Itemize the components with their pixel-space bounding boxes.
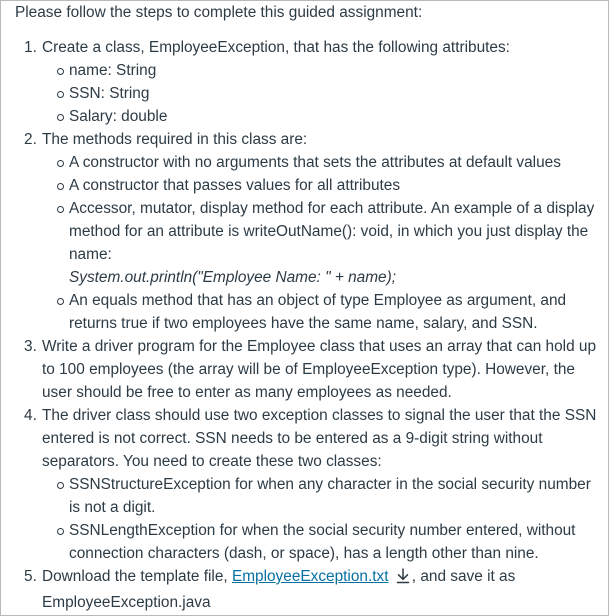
exception-length: SSNLengthException for when the social security number entered, without connection characters (dash, or space), has a length other than nine.	[69, 519, 600, 565]
method-accessors	[69, 197, 600, 289]
attribute-list	[42, 59, 600, 128]
method-list	[42, 151, 600, 335]
step-5	[42, 565, 600, 614]
method-default-constructor: A constructor with no arguments that sets the attributes at default values	[69, 151, 600, 174]
step-3-text: Write a driver program for the Employee class that uses an array that can hold up to 100 employees (the array will be of EmployeeException type). However, the user should be free to enter as many employees as needed.	[42, 338, 597, 401]
step-5-text-before: Download the template file,	[42, 568, 228, 585]
step-1-text: Create a class, EmployeeException, that has the following attributes:	[42, 39, 510, 56]
attribute-name: name: String	[69, 59, 600, 82]
method-full-constructor: A constructor that passes values for all attributes	[69, 174, 600, 197]
step-2-text: The methods required in this class are:	[42, 131, 308, 148]
attribute-ssn: SSN: String	[69, 82, 600, 105]
attribute-salary: Salary: double	[69, 105, 600, 128]
exception-structure: SSNStructureException for when any character in the social security number is not a digit.	[69, 473, 600, 519]
method-accessors-text: Accessor, mutator, display method for each attribute. An example of a display method for an attribute is writeOutName(): void, in which you just display the name:	[69, 200, 595, 263]
step-1	[42, 36, 600, 128]
step-2	[42, 128, 600, 335]
intro-text: Please follow the steps to complete this guided assignment:	[15, 4, 423, 21]
step-3	[42, 335, 600, 404]
download-icon[interactable]	[396, 568, 410, 591]
steps-list	[1, 36, 608, 614]
step-5-text-after: , and save it as EmployeeException.java	[42, 568, 516, 611]
method-equals: An equals method that has an object of type Employee as argument, and returns true if two employees have the same name, salary, and SSN.	[69, 289, 600, 335]
step-4	[42, 404, 600, 565]
code-example: System.out.println("Employee Name: " + name);	[69, 269, 396, 286]
template-file-link[interactable]: EmployeeException.txt	[231, 568, 389, 585]
step-4-text: The driver class should use two exception classes to signal the user that the SSN entered is not correct. SSN needs to be entered as a 9-digit string without separators. You need to create these two classes:	[42, 407, 597, 470]
exception-list	[42, 473, 600, 565]
